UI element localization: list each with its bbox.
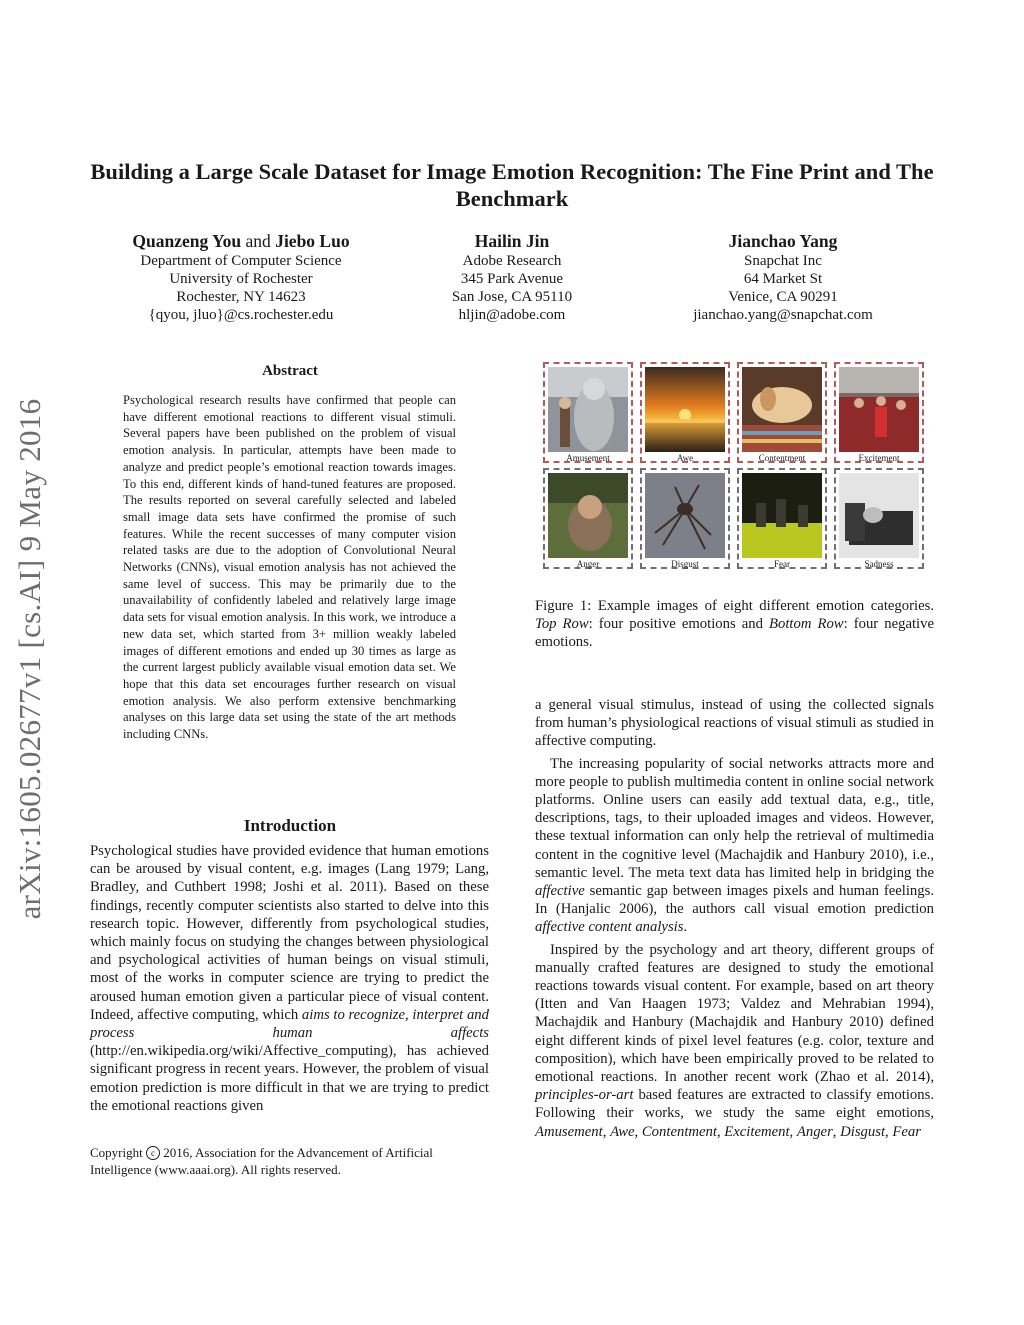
introduction-heading: Introduction xyxy=(243,816,337,835)
text-run: based features are extracted to classify emotions. Following their works, we study the same eight emotions, xyxy=(535,1087,934,1122)
affiliation-line: Venice, CA 90291 xyxy=(728,289,838,305)
text-run: (http://en.wikipedia.org/wiki/Affective_computing), has achieved significant progress in recent years. However, the problem of visual emotion prediction is more difficult in that we are trying to predict the emotional reactions given xyxy=(90,1043,489,1114)
figure-cell-disgust xyxy=(640,468,730,569)
emphasis-text: aims to recognize, interpret and process human affects xyxy=(90,1006,489,1042)
figure-label: Anger xyxy=(576,559,600,569)
figure-caption xyxy=(535,597,934,652)
author-name-jin: Hailin Jin xyxy=(474,231,550,251)
affiliation-line: Department of Computer Science xyxy=(140,253,342,269)
figure-label: Excitement xyxy=(858,453,900,463)
affiliation-line: Adobe Research xyxy=(462,253,562,269)
figure-cell-fear xyxy=(737,468,827,569)
emphasis-text: Disgust xyxy=(840,1123,886,1140)
figure-cell-sadness xyxy=(834,468,924,569)
author-conjunction: and xyxy=(245,231,271,251)
author-email: hljin@adobe.com xyxy=(458,307,566,323)
affiliation-line: University of Rochester xyxy=(169,271,313,287)
text-run: Psychological studies have provided evidence that human emotions can be aroused by visual content, e.g. images (Lang 1979; Lang, Bradley, and Cuthbert 1998; Joshi et al. 2011). Based on these findings, recently computer scientists also started to delve into this research topic. However, differently from psychological studies, which mainly focus on studying the changes between physiological and psychological activities of human beings on visual stimuli, most of the works in computer science are trying to predict the aroused human emotion given a particular piece of visual content. Indeed, affective computing, which xyxy=(90,843,489,1023)
copyright-footnote xyxy=(90,1144,489,1178)
figure-label: Disgust xyxy=(671,559,699,569)
text-run: . xyxy=(683,919,688,936)
text-run: , xyxy=(634,1123,642,1140)
fear-image xyxy=(742,473,822,558)
author-name-yang: Jianchao Yang xyxy=(728,231,838,251)
author-name-you: Quanzeng You xyxy=(132,231,242,251)
text-run: Inspired by the psychology and art theory, different groups of manually crafted features are designed to study the emotional reactions towards visual content. For example, based on art theory (Itten and Van Haagen 1973; Valdez and Mehrabian 1994), Machajdik and Hanbury (Machajdik and Hanbury 2010) defined eight different kinds of pixel level features (e.g. color, texture and composition), which have been empirically proved to be related to emotional reactions. In another recent work (Zhao et al. 2014), xyxy=(535,941,934,1086)
emphasis-text: Contentment xyxy=(641,1123,717,1140)
figure-cell-amusement xyxy=(543,362,633,463)
author-email: jianchao.yang@snapchat.com xyxy=(693,307,873,323)
figure-cell-awe xyxy=(640,362,730,463)
introduction-paragraph xyxy=(90,842,489,1115)
emphasis-text: affective content analysis xyxy=(535,919,684,936)
author-names xyxy=(100,230,382,252)
author-block-snapchat xyxy=(660,230,906,324)
abstract-heading: Abstract xyxy=(262,363,318,379)
figure-cell-contentment xyxy=(737,362,827,463)
anger-image xyxy=(548,473,628,558)
affiliation-line: San Jose, CA 95110 xyxy=(451,289,573,305)
text-run: : four positive emotions and xyxy=(588,616,770,633)
author-block-rochester xyxy=(100,230,382,324)
emphasis-text: Bottom Row xyxy=(769,616,844,633)
introduction-body xyxy=(90,842,489,1115)
text-run: , xyxy=(832,1123,841,1140)
figure-cell-excitement xyxy=(834,362,924,463)
body-paragraph xyxy=(535,941,934,1141)
affiliation-line: 64 Market St xyxy=(743,271,823,287)
body-paragraph xyxy=(535,755,934,937)
emphasis-text: Fear xyxy=(892,1123,921,1140)
emphasis-text: Amusement xyxy=(535,1123,603,1140)
copyright-symbol: c xyxy=(146,1146,160,1160)
figure-label: Contentment xyxy=(758,453,806,463)
emphasis-text: affective xyxy=(535,883,585,900)
affiliation-line: 345 Park Avenue xyxy=(460,271,564,287)
affiliation-line: Rochester, NY 14623 xyxy=(176,289,306,305)
disgust-image xyxy=(645,473,725,558)
awe-image xyxy=(645,367,725,452)
contentment-image xyxy=(742,367,822,452)
text-run: The increasing popularity of social networks attracts more and more people to publish multimedia content in online social network platforms. Online users can easily add textual data, e.g., title, descriptions, tags, to their uploaded images and videos. However, these textual information can only help the retrieval of multimedia content in the cognitive level (Machajdik and Hanbury 2010), i.e., semantic level. The meta text data has limited help in bridging the xyxy=(535,755,934,881)
emphasis-text: Top Row xyxy=(535,616,589,633)
emphasis-text: Anger xyxy=(796,1123,833,1140)
paper-title: Building a Large Scale Dataset for Image Emotion Recognition: The Fine Print and The Benchmark xyxy=(90,159,934,211)
figure-emotion-examples xyxy=(543,362,926,570)
text-run: , xyxy=(716,1123,725,1140)
figure-label: Fear xyxy=(774,559,790,569)
amusement-image xyxy=(548,367,628,452)
emphasis-text: Awe xyxy=(610,1123,635,1140)
text-run: , xyxy=(602,1123,611,1140)
copyright-text: 2016, Association for the Advancement of Artificial Intelligence (www.aaai.org). All rights reserved. xyxy=(90,1145,433,1177)
author-email: {qyou, jluo}@cs.rochester.edu xyxy=(148,307,334,323)
arxiv-identifier xyxy=(8,355,52,963)
abstract-text: Psychological research results have confirmed that people can have different emotional reactions to different visual stimuli. Several papers have been published on the problem of visual emotion analysis. In particular, attempts have been made to analyze and predict people’s emotional reaction towards images. To this end, different kinds of hand-tuned features are proposed. The results reported on several carefully selected and labeled small image data sets have confirmed the promise of such features. While the recent successes of many computer vision related tasks are due to the adoption of Convolutional Neural Networks (CNNs), visual emotion analysis has not achieved the same level of success. This may be primarily due to the unavailability of confidently labeled and relatively large image data sets for visual emotion analysis. In this work, we introduce a new data set, which started from 3+ million weakly labeled images of different emotions and ended up 30 times as large as the current largest publicly available visual emotion data set. We hope that this data set encourages further research on visual emotion analysis. We also perform extensive benchmarking analyses on this large data set using the state of the art methods including CNNs. xyxy=(123,393,456,742)
figure-label: Awe xyxy=(676,453,694,463)
emphasis-text: principles-or-art xyxy=(535,1087,634,1104)
body-paragraph: a general visual stimulus, instead of using the collected signals from human’s physiological reactions of visual stimuli as studied in affective computing. xyxy=(535,697,934,750)
sadness-image xyxy=(839,473,919,558)
figure-label: Amusement xyxy=(566,453,610,463)
affiliation-line: Snapchat Inc xyxy=(744,253,822,269)
text-run: : four negative emotions. xyxy=(535,616,934,651)
figure-cell-anger xyxy=(543,468,633,569)
author-name-luo: Jiebo Luo xyxy=(275,231,350,251)
text-run: Figure 1: Example images of eight different emotion categories. xyxy=(535,598,934,614)
text-run: , xyxy=(789,1123,797,1140)
text-run: , xyxy=(885,1123,893,1140)
author-block-adobe xyxy=(412,230,612,324)
arxiv-identifier-text: arXiv:1605.02677v1 [cs.AI] 9 May 2016 xyxy=(12,398,47,920)
text-run: semantic gap between images pixels and human feelings. In (Hanjalic 2006), the authors call visual emotion prediction xyxy=(535,883,934,918)
right-column-body xyxy=(535,696,934,1141)
emphasis-text: Excitement xyxy=(724,1123,790,1140)
figure-label: Sadness xyxy=(864,559,894,569)
excitement-image xyxy=(839,367,919,452)
copyright-prefix: Copyright xyxy=(90,1145,143,1160)
